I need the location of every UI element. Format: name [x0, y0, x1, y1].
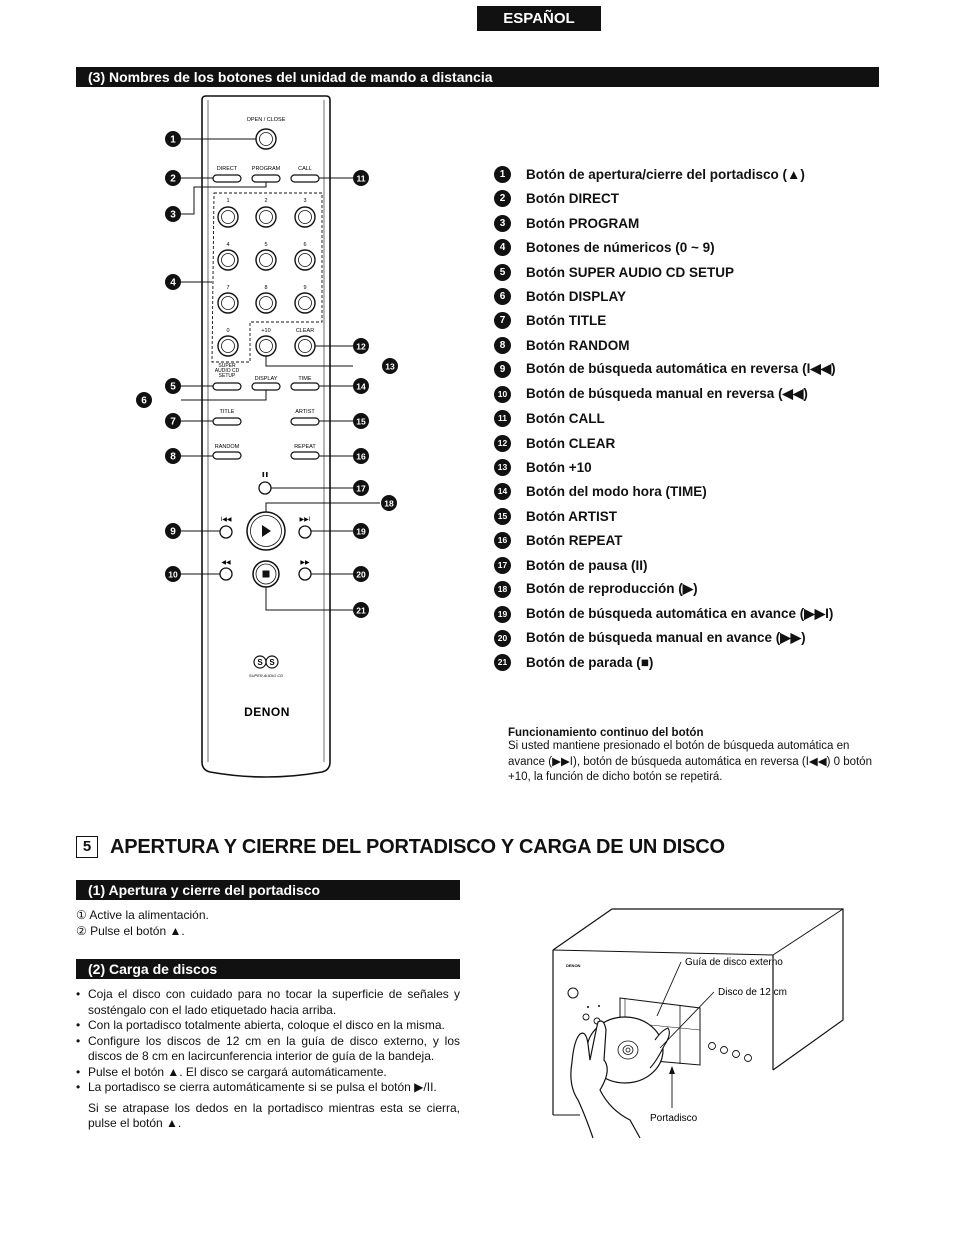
list-item: 9 Botón de búsqueda automática en reversa (I◀◀) [494, 359, 836, 379]
disc-12cm-label: Disco de 12 cm [718, 987, 787, 998]
digit-button [218, 207, 238, 227]
pause-button [259, 482, 271, 494]
sub1-title: (1) Apertura y cierre del portadisco [76, 880, 460, 900]
direct-button [213, 175, 241, 182]
digit-button [218, 293, 238, 313]
svg-text:▶▶I: ▶▶I [299, 517, 311, 523]
random-button [213, 452, 241, 459]
list-item: 12 Botón CLEAR [494, 433, 615, 453]
svg-text:17: 17 [356, 483, 366, 494]
artist-button [291, 418, 319, 425]
player-disc-loading-figure [545, 900, 885, 1145]
svg-text:2: 2 [170, 173, 176, 185]
remote-control-diagram [141, 95, 420, 785]
svg-text:SUPER AUDIO CD: SUPER AUDIO CD [248, 673, 284, 678]
open-close-button [256, 129, 276, 149]
random-label: RANDOM [214, 444, 240, 450]
sub2-title: (2) Carga de discos [76, 959, 460, 979]
sub2-bullets [76, 987, 460, 1132]
title-button [213, 418, 241, 425]
display-button [252, 383, 280, 390]
program-button [252, 175, 280, 182]
remote-section-title: (3) Nombres de los botones del unidad de mando a distancia [76, 67, 879, 87]
svg-text:S: S [269, 658, 275, 667]
repeat-button [291, 452, 319, 459]
fast-forward-button [299, 568, 311, 580]
bullet-item: • Con la portadisco totalmente abierta, coloque el disco en la misma. [76, 1018, 460, 1034]
list-item: 14 Botón del modo hora (TIME) [494, 481, 707, 501]
svg-text:15: 15 [356, 416, 366, 427]
plus10-button [256, 336, 276, 356]
svg-text:12: 12 [356, 341, 366, 352]
svg-text:18: 18 [384, 498, 394, 509]
list-item: 21 Botón de parada (■) [494, 652, 653, 672]
svg-text:21: 21 [356, 605, 366, 616]
digit-label: 3 [303, 198, 307, 204]
list-item: 16 Botón REPEAT [494, 530, 623, 550]
list-item: 2 Botón DIRECT [494, 188, 619, 208]
note-title: Funcionamiento continuo del botón [508, 727, 704, 739]
continuous-operation-note [508, 727, 880, 786]
clear-button [295, 336, 315, 356]
list-item: 8 Botón RANDOM [494, 335, 629, 355]
svg-text:6: 6 [141, 395, 147, 407]
svg-text:▶▶: ▶▶ [300, 560, 310, 566]
svg-text:S: S [257, 658, 263, 667]
list-item: 7 Botón TITLE [494, 310, 606, 330]
artist-label: ARTIST [295, 409, 315, 415]
section-title: APERTURA Y CIERRE DEL PORTADISCO Y CARGA DE UN DISCO [110, 836, 725, 858]
list-item: 5 Botón SUPER AUDIO CD SETUP [494, 262, 734, 282]
list-item: 4 Botones de númericos (0 ~ 9) [494, 237, 715, 257]
call-button [291, 175, 319, 182]
digit-label: 1 [226, 198, 230, 204]
digit-label: 2 [264, 198, 268, 204]
svg-text:DENON: DENON [566, 963, 581, 968]
svg-text:7: 7 [170, 416, 176, 428]
time-button [291, 383, 319, 390]
sub2-extra: Si se atrapase los dedos en la portadisco mientras esta se cierra, pulse el botón ▲. [88, 1100, 460, 1130]
plus10-label: +10 [261, 328, 271, 334]
sacd-setup-button [213, 383, 241, 390]
list-item: 17 Botón de pausa (II) [494, 555, 648, 575]
step: ① Active la alimentación. [76, 908, 209, 922]
svg-text:1: 1 [170, 134, 176, 146]
language-tab: ESPAÑOL [477, 6, 601, 31]
list-item: 1 Botón de apertura/cierre del portadisco (▲) [494, 164, 805, 184]
digit-label: 9 [303, 285, 307, 291]
svg-text:◀◀: ◀◀ [221, 560, 231, 566]
skip-forward-button [299, 526, 311, 538]
list-item: 20 Botón de búsqueda manual en avance (▶▶) [494, 628, 806, 648]
repeat-label: REPEAT [294, 444, 316, 450]
note-body: Si usted mantiene presionado el botón de búsqueda automática en avance (▶▶I), botón de búsqueda automática en reversa (I◀◀) 0 botón +10, la función de dicho botón se repetirá. [508, 740, 872, 783]
svg-text:19: 19 [356, 526, 366, 537]
program-label: PROGRAM [251, 166, 281, 172]
digit-button [218, 250, 238, 270]
digit-label: 5 [264, 242, 268, 248]
digit-label: 7 [226, 285, 230, 291]
digit-button [295, 293, 315, 313]
digit-button [295, 207, 315, 227]
call-label: CALL [298, 166, 312, 172]
tray-label: Portadisco [650, 1113, 698, 1124]
digit-label: 6 [303, 242, 307, 248]
list-item: 18 Botón de reproducción (▶) [494, 579, 698, 599]
svg-text:16: 16 [356, 451, 366, 462]
skip-back-button [220, 526, 232, 538]
zero-label: 0 [226, 328, 230, 334]
list-item: 10 Botón de búsqueda manual en reversa (◀◀) [494, 384, 808, 404]
bullet-item: • La portadisco se cierra automáticamente si se pulsa el botón ▶/II. [76, 1080, 460, 1096]
svg-text:3: 3 [170, 209, 176, 221]
step: ② Pulse el botón ▲. [76, 923, 185, 938]
list-item: 3 Botón PROGRAM [494, 213, 639, 233]
list-item: 19 Botón de búsqueda automática en avance (▶▶I) [494, 604, 833, 624]
sub1-steps [76, 908, 209, 939]
svg-text:13: 13 [385, 361, 395, 372]
direct-label: DIRECT [216, 166, 238, 172]
display-label: DISPLAY [254, 376, 278, 382]
svg-text:8: 8 [170, 451, 176, 463]
zero-button [218, 336, 238, 356]
svg-text:5: 5 [170, 381, 176, 393]
digit-button [256, 293, 276, 313]
svg-text:14: 14 [356, 381, 366, 392]
digit-button [295, 250, 315, 270]
digit-label: 8 [264, 285, 268, 291]
list-item: 15 Botón ARTIST [494, 506, 617, 526]
denon-brand: DENON [244, 705, 290, 719]
svg-text:4: 4 [170, 277, 176, 289]
bullet-item: • Coja el disco con cuidado para no tocar la superficie de señales y sosténgalo con el lado etiquetado hacia arriba. [76, 987, 460, 1018]
digit-button [256, 207, 276, 227]
digit-button [256, 250, 276, 270]
svg-text:I◀◀: I◀◀ [220, 517, 232, 523]
rewind-button [220, 568, 232, 580]
list-item: 13 Botón +10 [494, 457, 592, 477]
digit-label: 4 [226, 242, 230, 248]
bullet-item: • Configure los discos de 12 cm en la guía de disco externo, y los discos de 8 cm en lacircunferencia interior de guía de la bandeja. [76, 1034, 460, 1065]
svg-text:11: 11 [356, 173, 366, 184]
open-close-label: OPEN / CLOSE [246, 117, 286, 123]
bullet-item: • Pulse el botón ▲. El disco se cargará automáticamente. [76, 1065, 460, 1081]
title-label: TITLE [219, 409, 235, 415]
svg-text:10: 10 [168, 569, 178, 580]
outer-guide-label: Guía de disco externo [685, 957, 783, 968]
time-label: TIME [298, 376, 312, 382]
stop-icon [263, 571, 270, 578]
sacd-setup-label: SUPER AUDIO CD SETUP [214, 363, 240, 379]
svg-text:20: 20 [356, 569, 366, 580]
list-item: 6 Botón DISPLAY [494, 286, 626, 306]
clear-label: CLEAR [295, 328, 315, 334]
section-number: 5 [76, 836, 98, 858]
svg-text:9: 9 [170, 526, 176, 538]
list-item: 11 Botón CALL [494, 408, 605, 428]
